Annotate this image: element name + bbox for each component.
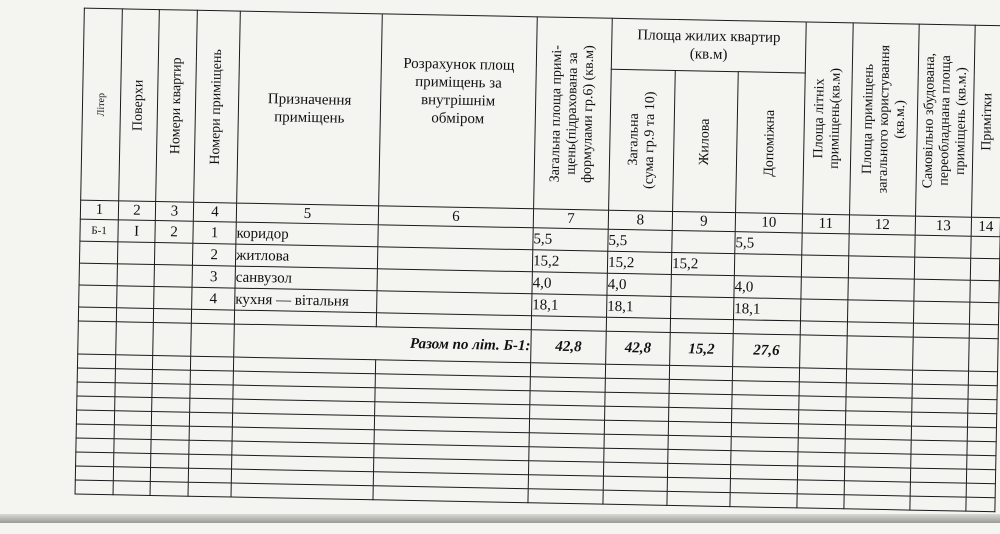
cell-notes bbox=[971, 236, 1000, 259]
cell-notes bbox=[970, 258, 999, 281]
cell-summer bbox=[802, 233, 849, 256]
cell-living-auxiliary: 18,1 bbox=[733, 298, 800, 321]
cell-purpose: санвузол bbox=[235, 266, 377, 291]
header-purpose: Призначення приміщень bbox=[237, 11, 383, 206]
room-area-table bbox=[75, 8, 1000, 513]
header-room-numbers: Номери приміщень bbox=[194, 10, 241, 203]
cell-purpose: коридор bbox=[236, 222, 378, 247]
cell-summer bbox=[801, 299, 848, 322]
cell-total-area: 4,0 bbox=[532, 272, 607, 295]
column-number: 9 bbox=[672, 211, 735, 231]
cell-common bbox=[847, 300, 913, 323]
header-living-area-group: Площа жилих квартир (кв.м) bbox=[611, 18, 806, 73]
cell-total-area: 15,2 bbox=[532, 250, 607, 273]
cell-living-residential: 15,2 bbox=[671, 252, 734, 275]
header-total-area: Загальна площа примі- щень(підрахована за формулами гр.6) (кв.м) bbox=[534, 17, 613, 210]
cell-total-area: 5,5 bbox=[533, 228, 608, 251]
cell-living-total: 4,0 bbox=[607, 273, 671, 296]
cell-liter: Б-1 bbox=[80, 219, 118, 242]
cell-summer bbox=[801, 277, 848, 300]
cell-room-number: 3 bbox=[192, 265, 235, 288]
cell-liter bbox=[79, 263, 117, 286]
cell-living-residential bbox=[672, 230, 735, 253]
cell-apartment bbox=[154, 243, 192, 266]
cell-purpose: житлова bbox=[235, 244, 377, 269]
cell-calculation bbox=[378, 225, 533, 250]
cell-self-built bbox=[913, 301, 969, 324]
cell-living-total: 18,1 bbox=[607, 295, 671, 318]
header-floors: Поверхи bbox=[119, 9, 160, 202]
column-number: 14 bbox=[971, 217, 1000, 237]
cell-floor bbox=[117, 242, 154, 265]
scan-edge bbox=[0, 514, 1000, 523]
cell-liter bbox=[79, 241, 117, 264]
column-number: 1 bbox=[80, 200, 118, 220]
column-number: 13 bbox=[915, 216, 971, 236]
cell-self-built bbox=[914, 279, 970, 302]
cell-living-residential bbox=[671, 296, 734, 319]
cell-floor bbox=[117, 264, 154, 287]
total-area-sum: 42,8 bbox=[531, 330, 607, 364]
header-notes: Примітки bbox=[972, 25, 1000, 218]
header-self-built-area: Самовільно збудована, переобладнана площа приміщень (кв.м.) bbox=[916, 24, 976, 217]
cell-living-auxiliary: 5,5 bbox=[735, 232, 802, 255]
header-calculation: Розрахунок площ приміщень за внутрішнім обміром bbox=[379, 14, 538, 209]
cell-living-residential bbox=[671, 274, 734, 297]
cell-common bbox=[848, 278, 914, 301]
cell-apartment bbox=[154, 265, 192, 288]
cell-calculation bbox=[377, 247, 532, 272]
cell-room-number: 1 bbox=[193, 221, 236, 244]
column-number: 10 bbox=[735, 213, 802, 233]
cell-purpose: кухня — вітальня bbox=[235, 288, 377, 313]
column-number: 5 bbox=[236, 203, 378, 225]
cell-room-number: 2 bbox=[192, 243, 235, 266]
header-liter: Літер bbox=[81, 8, 123, 201]
cell-self-built bbox=[915, 235, 971, 258]
cell-apartment bbox=[154, 287, 192, 310]
cell-calculation bbox=[377, 269, 532, 294]
cell-room-number: 4 bbox=[192, 287, 235, 310]
cell-living-total: 5,5 bbox=[608, 229, 672, 252]
header-apartment-numbers: Номери квартир bbox=[156, 10, 198, 203]
cell-living-total: 15,2 bbox=[607, 251, 671, 274]
cell-total-area: 18,1 bbox=[532, 294, 607, 317]
column-number: 7 bbox=[533, 209, 608, 229]
total-living-sum: 42,8 bbox=[606, 331, 671, 365]
cell-notes bbox=[970, 280, 999, 303]
column-number: 4 bbox=[193, 202, 236, 222]
header-living-residential: Жилова bbox=[673, 70, 739, 212]
column-number: 12 bbox=[849, 215, 915, 235]
cell-summer bbox=[801, 255, 848, 278]
total-residential-sum: 15,2 bbox=[670, 332, 734, 366]
cell-notes bbox=[969, 302, 998, 325]
cell-living-auxiliary bbox=[734, 254, 801, 277]
cell-living-auxiliary: 4,0 bbox=[734, 276, 801, 299]
cell-floor: I bbox=[118, 220, 155, 243]
header-common-area: Площа приміщень загального користування (кв.м.) bbox=[850, 23, 920, 216]
total-auxiliary-sum: 27,6 bbox=[733, 334, 801, 368]
header-living-auxiliary: Допоміжна bbox=[736, 72, 806, 214]
cell-calculation bbox=[377, 291, 532, 316]
header-living-total: Загальна (сума гр.9 та 10) bbox=[609, 69, 676, 211]
total-label: Разом по літ. Б-1: bbox=[234, 324, 532, 363]
column-number: 6 bbox=[378, 206, 533, 228]
cell-common bbox=[849, 234, 915, 257]
column-number: 8 bbox=[608, 210, 672, 230]
header-summer-area: Площа літніх приміщень(кв.м) bbox=[803, 22, 854, 215]
cell-liter bbox=[79, 285, 117, 308]
cell-common bbox=[848, 256, 914, 279]
column-number: 2 bbox=[118, 201, 155, 221]
cell-self-built bbox=[914, 257, 970, 280]
column-number: 3 bbox=[155, 202, 193, 222]
cell-apartment: 2 bbox=[155, 221, 193, 244]
cell-floor bbox=[117, 286, 154, 309]
column-number: 11 bbox=[802, 214, 849, 234]
